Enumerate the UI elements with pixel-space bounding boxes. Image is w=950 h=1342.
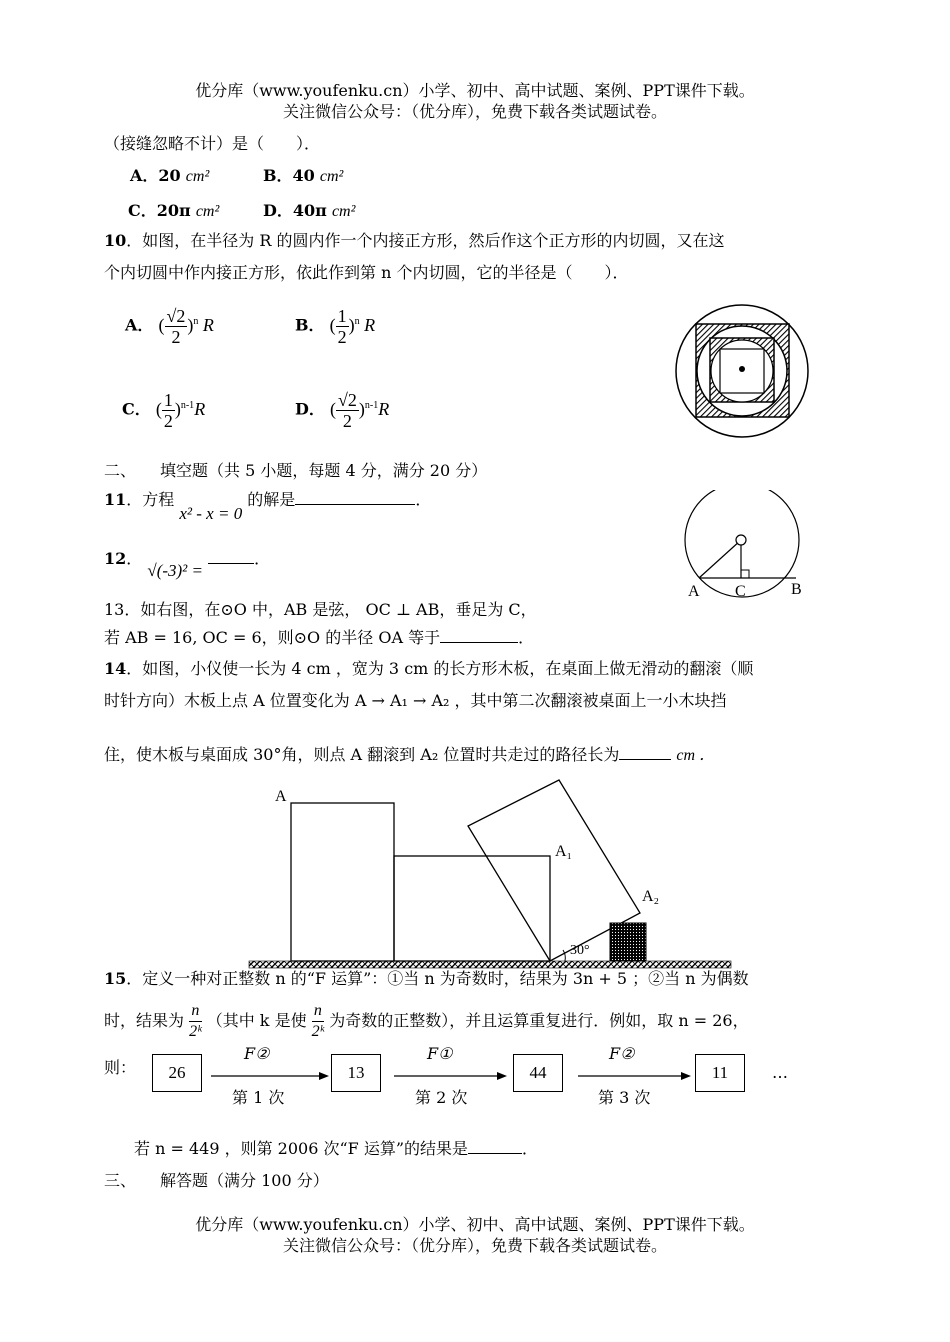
q15-ellipsis: … <box>772 1063 788 1082</box>
q12: 12． √(-3)² = ． <box>104 549 271 580</box>
q10-nested-figure <box>672 303 812 443</box>
q15-count-1: 第 1 次 <box>232 1088 285 1107</box>
q14-rolling-board-figure <box>245 778 745 970</box>
q15-count-3: 第 3 次 <box>598 1088 651 1107</box>
q15-box-4: 11 <box>695 1054 745 1092</box>
q9-option-c: C．20π cm² <box>128 201 220 220</box>
section-3-title: 三、 解答题（满分 100 分） <box>104 1171 329 1190</box>
q14-label-a1: A₁ <box>555 843 573 860</box>
q10-line-1: 10．如图，在半径为 R 的圆内作一个内接正方形，然后作这个正方形的内切圆，又在这 <box>104 231 725 250</box>
footer-line-2: 关注微信公众号：（优分库），免费下载各类试题试卷。 <box>282 1236 667 1255</box>
q10-option-c: C． ( $\frac{1}{2}$ )$^{n-1}$R <box>122 390 206 431</box>
q14-label-a: A <box>275 788 287 805</box>
q9-option-a: A．20 cm² <box>130 166 210 185</box>
q13-label-a: A <box>688 583 700 600</box>
q13-line-1: 13．如右图，在⊙O 中，AB 是弦， OC ⊥ AB，垂足为 C， <box>104 600 537 619</box>
q13-label-c: C <box>735 583 746 600</box>
q14-line-3: 住，使木板与桌面成 30°角，则点 A 翻滚到 A₂ 位置时共走过的路径长为 cm ． <box>104 745 716 764</box>
q14-line-1: 14．如图，小仪使一长为 4 cm ，宽为 3 cm 的长方形木板，在桌面上做无滑动的翻滚（顺 <box>104 659 754 678</box>
q9-option-d: D．40π cm² <box>263 201 356 220</box>
header-line-2: 关注微信公众号：（优分库），免费下载各类试题试卷。 <box>282 102 667 121</box>
header-line-1: 优分库（www.youfenku.cn）小学、初中、高中试题、案例、PPT课件下载。 <box>195 81 755 100</box>
q15-line-2: 时，结果为 $\frac{n}{\text{2ᵏ}}$ （其中 k 是使 $\frac{n}{\text{2ᵏ}}$ 为奇数的正整数），并且运算重复进行．例如，取 n = 26， <box>104 1002 749 1040</box>
q15-line-1: 15．定义一种对正整数 n 的“F 运算”：①当 n 为奇数时，结果为 3n + 5 ；②当 n 为偶数 <box>104 969 749 988</box>
q15-last-line: 若 n = 449 ，则第 2006 次“F 运算”的结果是 ． <box>134 1139 539 1158</box>
q13-circle-figure <box>680 490 805 605</box>
q15-op-2: F① <box>427 1044 453 1063</box>
q14-label-a2: A₂ <box>642 888 660 905</box>
q15-box-2: 13 <box>331 1054 381 1092</box>
q9-option-b: B．40 cm² <box>263 166 344 185</box>
q10-option-b: B． ( $\frac{1}{2}$ )$^n$ R <box>295 306 376 347</box>
q15-box-3: 44 <box>513 1054 563 1092</box>
q9-tail: （接缝忽略不计）是（ ）． <box>104 134 321 153</box>
q15-op-3: F② <box>609 1044 635 1063</box>
q10-option-a: A． ( $\frac{√2}{2}$ )$^n$ R <box>125 306 214 347</box>
q14-line-2: 时针方向）木板上点 A 位置变化为 A → A₁ → A₂ ，其中第二次翻滚被桌面上一小木块挡 <box>104 691 727 710</box>
q13-label-b: B <box>791 581 802 598</box>
q15-then: 则： <box>104 1058 137 1077</box>
q10-option-d: D． ( $\frac{√2}{2}$ )$^{n-1}$R <box>295 390 390 431</box>
section-2-title: 二、 填空题（共 5 小题，每题 4 分，满分 20 分） <box>104 461 488 480</box>
q11: 11．方程 x² - x = 0 的解是 ． <box>104 490 432 523</box>
q15-box-1: 26 <box>152 1054 202 1092</box>
footer-line-1: 优分库（www.youfenku.cn）小学、初中、高中试题、案例、PPT课件下载。 <box>195 1215 755 1234</box>
q15-op-1: F② <box>244 1044 270 1063</box>
q13-line-2: 若 AB = 16, OC = 6，则⊙O 的半径 OA 等于 ． <box>104 628 535 647</box>
q10-line-2: 个内切圆中作内接正方形，依此作到第 n 个内切圆，它的半径是（ ）． <box>104 263 629 282</box>
q15-count-2: 第 2 次 <box>415 1088 468 1107</box>
q14-label-angle: 30° <box>570 943 590 958</box>
